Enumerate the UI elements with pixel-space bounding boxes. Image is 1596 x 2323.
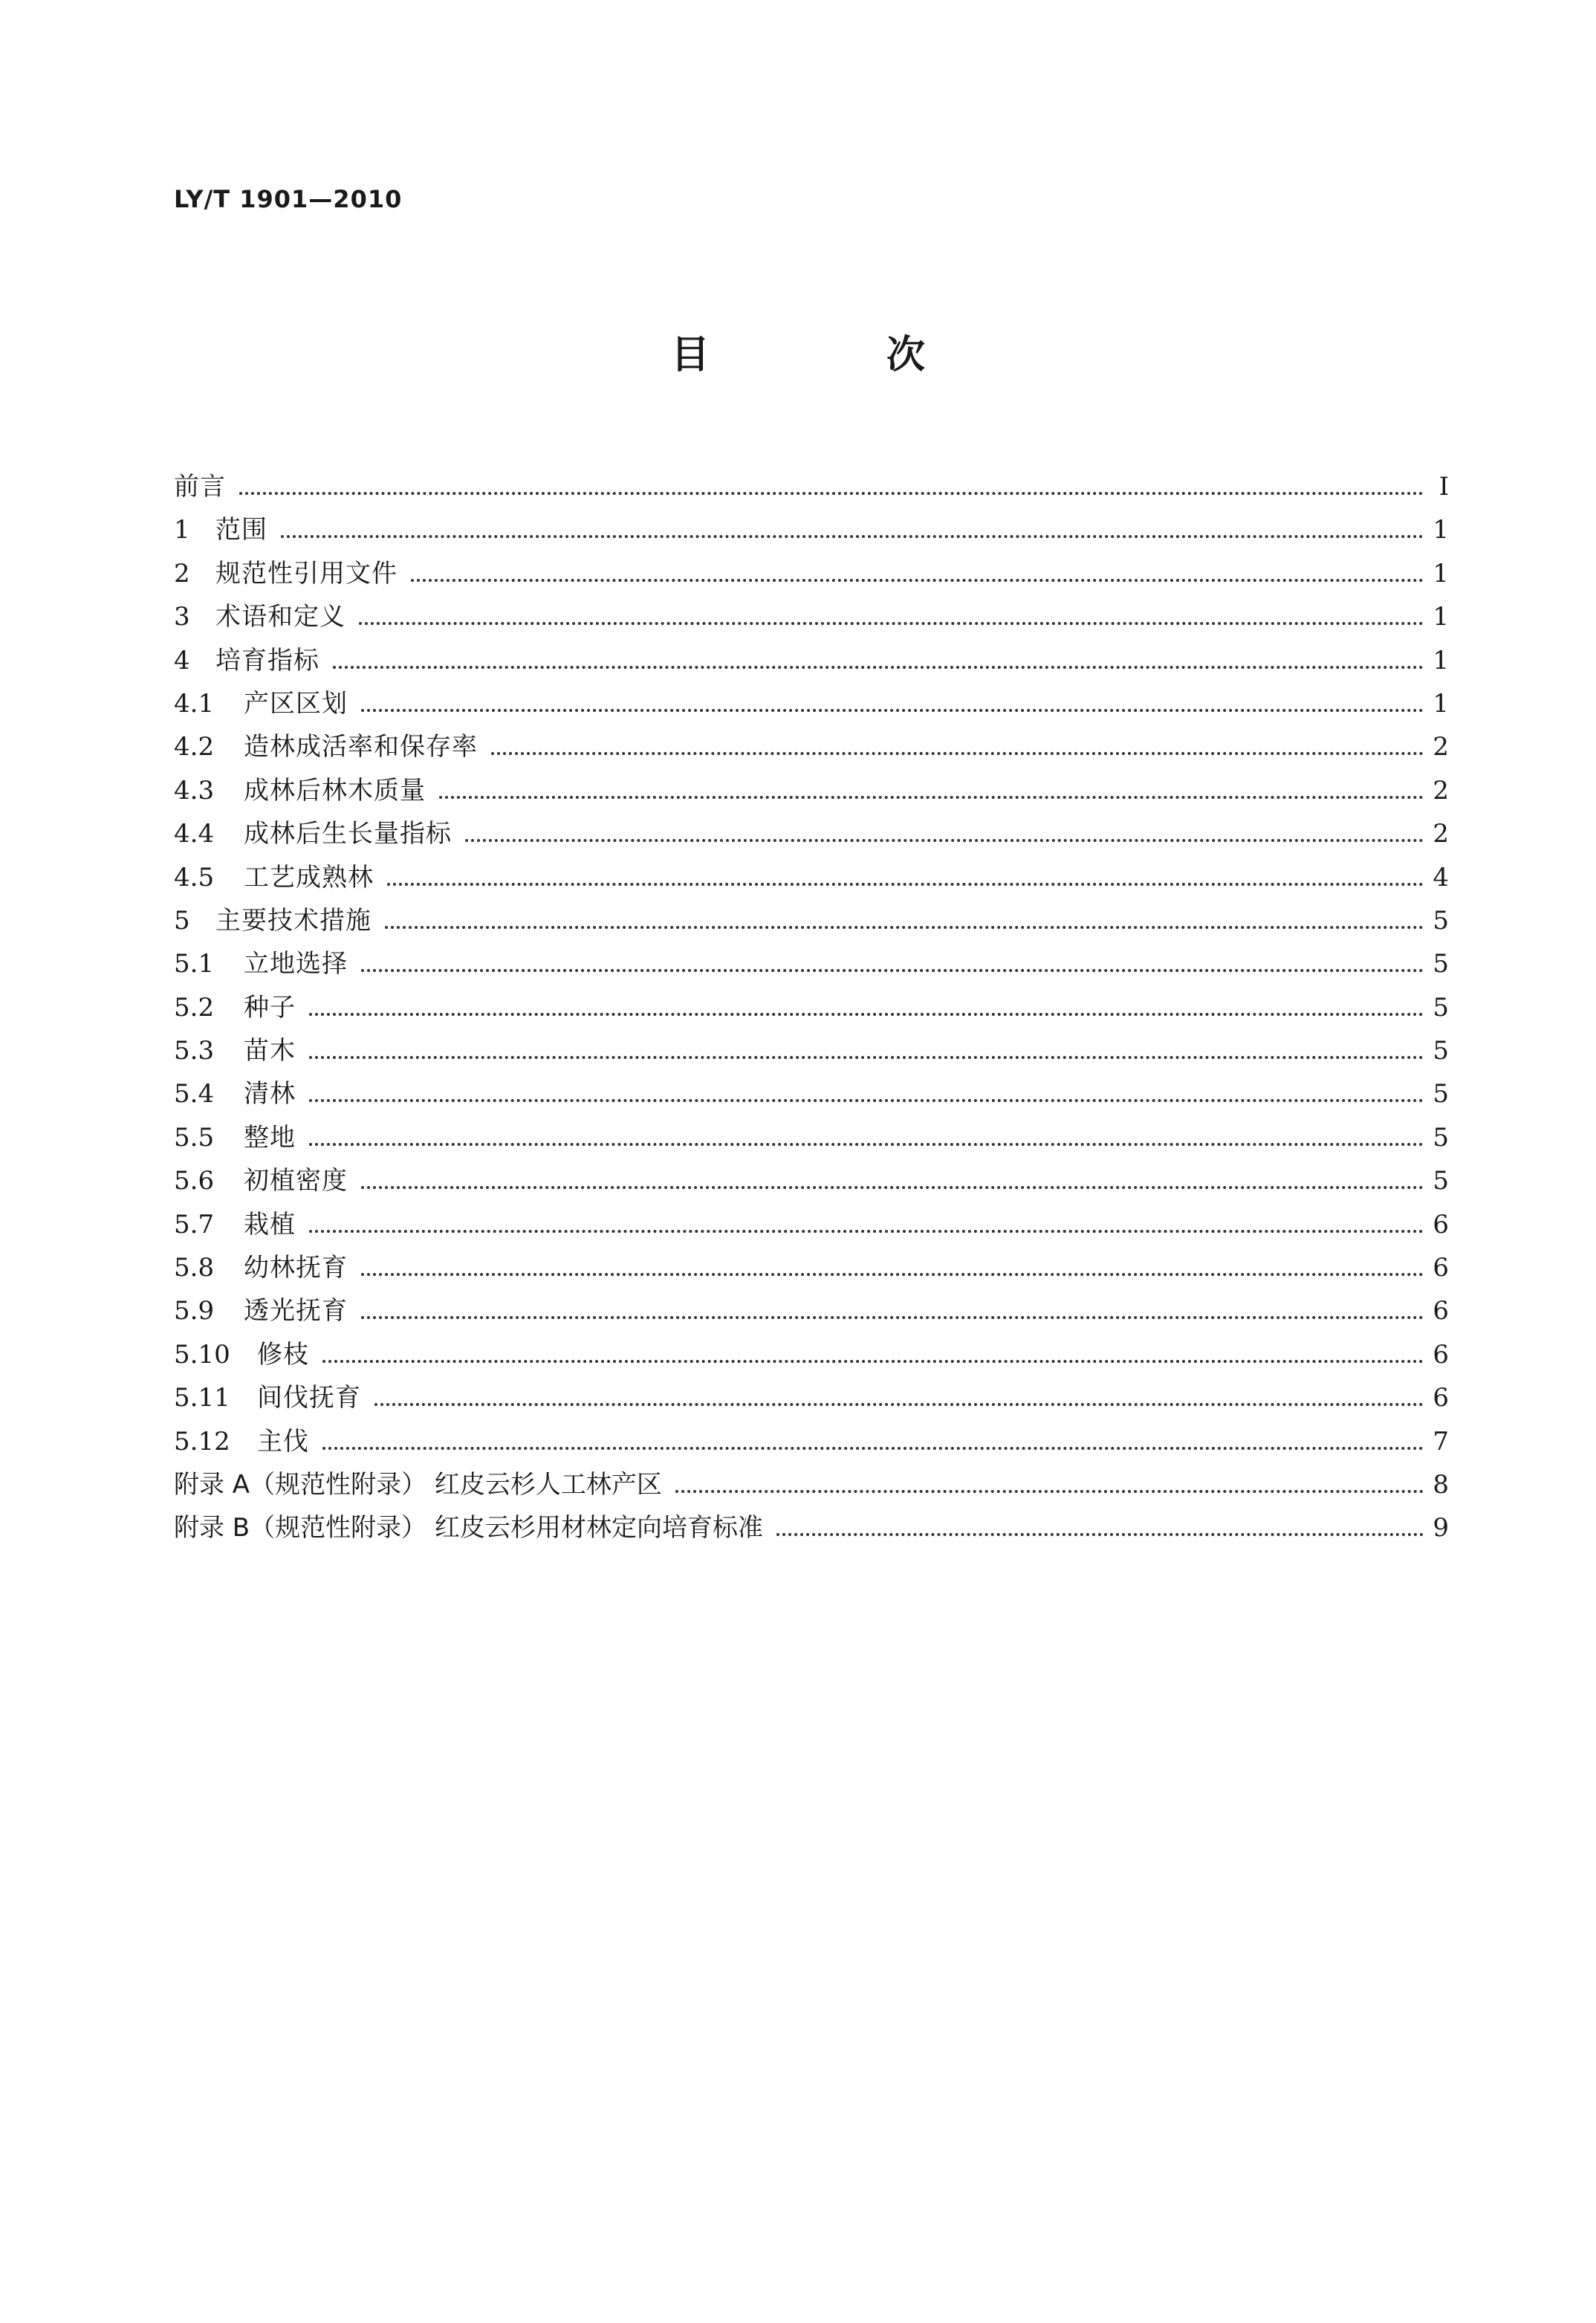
toc-entry-number: 5.4 — [174, 1079, 215, 1109]
toc-entry-text: 立地选择 — [244, 949, 348, 979]
toc-entry-page: 5 — [1433, 905, 1449, 936]
dot-leader — [239, 491, 1424, 495]
dot-leader — [465, 838, 1424, 842]
toc-entry-page: 8 — [1433, 1469, 1449, 1500]
toc-entry-number: 1 — [174, 515, 190, 545]
dot-leader — [385, 925, 1424, 929]
toc-entry-text: 规范性引用文件 — [215, 558, 398, 589]
toc-entry-number: 5 — [174, 905, 190, 936]
toc-entry-5-9[interactable] — [174, 1289, 1449, 1332]
toc-entry-page: 5 — [1433, 949, 1449, 979]
toc-entry-page: 6 — [1433, 1253, 1449, 1283]
toc-entry-number: 4.4 — [174, 819, 215, 849]
toc-entry-text: 清林 — [244, 1079, 296, 1109]
toc-entry-4[interactable] — [174, 639, 1449, 682]
toc-entry-text: 术语和定义 — [215, 602, 346, 632]
toc-entry-page: 2 — [1433, 819, 1449, 849]
toc-entry-text: 附录 A（规范性附录） 红皮云杉人工林产区 — [174, 1469, 662, 1500]
toc-entry-2[interactable] — [174, 552, 1449, 595]
toc-entry-5-3[interactable] — [174, 1029, 1449, 1072]
toc-entry-1[interactable] — [174, 508, 1449, 551]
dot-leader — [361, 708, 1424, 712]
toc-entry-5-7[interactable] — [174, 1203, 1449, 1246]
toc-entry-number: 5.5 — [174, 1122, 215, 1153]
dot-leader — [322, 1359, 1424, 1363]
toc-entry-text: 整地 — [244, 1122, 296, 1153]
toc-entry-number: 5.1 — [174, 949, 215, 979]
dot-leader — [387, 882, 1424, 886]
dot-leader — [491, 751, 1424, 755]
dot-leader — [776, 1532, 1424, 1536]
toc-entry-number: 5.12 — [174, 1426, 230, 1457]
toc-entry-5-2[interactable] — [174, 986, 1449, 1029]
toc-entry-number: 5.8 — [174, 1253, 215, 1283]
dot-leader — [309, 1142, 1424, 1146]
dot-leader — [309, 1229, 1424, 1233]
toc-entry-page: 6 — [1433, 1339, 1449, 1370]
toc-entry-text: 工艺成熟林 — [244, 862, 374, 892]
toc-entry-5[interactable] — [174, 899, 1449, 942]
toc-entry-number: 2 — [174, 558, 190, 589]
toc-entry-number: 4.1 — [174, 688, 215, 719]
dot-leader — [361, 968, 1424, 972]
toc-entry-4-3[interactable] — [174, 769, 1449, 812]
toc-entry-4-4[interactable] — [174, 812, 1449, 855]
dot-leader — [361, 1272, 1424, 1276]
toc-entry-text: 范围 — [215, 515, 267, 545]
toc-entry-number: 3 — [174, 602, 190, 632]
dot-leader — [281, 534, 1424, 538]
toc-entry-5-10[interactable] — [174, 1333, 1449, 1376]
document-code: LY/T 1901—2010 — [174, 185, 403, 213]
toc-entry-text: 成林后生长量指标 — [244, 819, 452, 849]
toc-entry-3[interactable] — [174, 595, 1449, 638]
toc-entry-number: 5.11 — [174, 1383, 230, 1413]
toc-entry-text: 附录 B（规范性附录） 红皮云杉用材林定向培育标准 — [174, 1513, 763, 1543]
dot-leader — [411, 578, 1424, 582]
dot-leader — [309, 1098, 1424, 1102]
toc-entry-page: 6 — [1433, 1296, 1449, 1326]
toc-entry-page: 2 — [1433, 732, 1449, 762]
toc-entry-number: 5.6 — [174, 1166, 215, 1196]
toc-entry-page: 7 — [1433, 1426, 1449, 1457]
toc-entry-page: 2 — [1433, 775, 1449, 806]
toc-entry-text: 产区区划 — [244, 688, 348, 719]
toc-entry-text: 透光抚育 — [244, 1296, 348, 1326]
toc-entry-5-5[interactable] — [174, 1116, 1449, 1159]
toc-entry-text: 主要技术措施 — [215, 905, 372, 936]
toc-entry-5-8[interactable] — [174, 1246, 1449, 1289]
toc-entry-page: 5 — [1433, 992, 1449, 1023]
toc-entry-page: 1 — [1433, 558, 1449, 589]
toc-entry-text: 主伐 — [257, 1426, 309, 1457]
dot-leader — [361, 1185, 1424, 1189]
toc-entry-number: 4.3 — [174, 775, 215, 806]
toc-entry-5-4[interactable] — [174, 1072, 1449, 1115]
toc-entry-5-6[interactable] — [174, 1159, 1449, 1202]
toc-entry-page: 9 — [1433, 1513, 1449, 1543]
dot-leader — [359, 621, 1424, 625]
toc-entry-text: 初植密度 — [244, 1166, 348, 1196]
toc-entry-text: 前言 — [174, 472, 226, 502]
toc-entry-page: I — [1438, 472, 1449, 502]
toc-entry-text: 造林成活率和保存率 — [244, 732, 478, 762]
toc-entry-text: 修枝 — [257, 1339, 309, 1370]
toc-entry-4-2[interactable] — [174, 725, 1449, 768]
toc-entry-page: 1 — [1433, 688, 1449, 719]
toc-entry-text: 种子 — [244, 992, 296, 1023]
toc-entry-number: 5.7 — [174, 1209, 215, 1240]
dot-leader — [439, 795, 1424, 799]
toc-entry-number: 5.2 — [174, 992, 215, 1023]
dot-leader — [322, 1446, 1424, 1450]
dot-leader — [309, 1012, 1424, 1016]
toc-entry-number: 4.2 — [174, 732, 215, 762]
toc-entry-5-12[interactable] — [174, 1420, 1449, 1463]
toc-entry-page: 1 — [1433, 602, 1449, 632]
toc-entry-number: 5.10 — [174, 1339, 230, 1370]
dot-leader — [374, 1402, 1424, 1406]
toc-entry-annex-b[interactable] — [174, 1506, 1449, 1549]
toc-entry-foreword[interactable] — [174, 465, 1449, 508]
toc-entry-page: 6 — [1433, 1209, 1449, 1240]
toc-entry-4-5[interactable] — [174, 856, 1449, 899]
table-of-contents — [174, 465, 1449, 1550]
toc-entry-number: 5.9 — [174, 1296, 215, 1326]
toc-entry-text: 栽植 — [244, 1209, 296, 1240]
toc-entry-page: 5 — [1433, 1036, 1449, 1066]
toc-entry-page: 4 — [1433, 862, 1449, 892]
dot-leader — [333, 665, 1424, 669]
toc-title: 目 次 — [670, 333, 1008, 378]
toc-entry-page: 5 — [1433, 1079, 1449, 1109]
toc-entry-number: 4.5 — [174, 862, 215, 892]
toc-entry-text: 苗木 — [244, 1036, 296, 1066]
toc-entry-5-1[interactable] — [174, 942, 1449, 985]
toc-entry-number: 5.3 — [174, 1036, 215, 1066]
toc-entry-page: 5 — [1433, 1166, 1449, 1196]
toc-entry-page: 1 — [1433, 645, 1449, 675]
toc-entry-page: 6 — [1433, 1383, 1449, 1413]
toc-entry-text: 成林后林木质量 — [244, 775, 426, 806]
toc-entry-number: 4 — [174, 645, 190, 675]
toc-entry-page: 5 — [1433, 1122, 1449, 1153]
toc-entry-text: 间伐抚育 — [257, 1383, 361, 1413]
toc-entry-text: 培育指标 — [215, 645, 319, 675]
toc-entry-text: 幼林抚育 — [244, 1253, 348, 1283]
toc-entry-4-1[interactable] — [174, 682, 1449, 725]
toc-entry-page: 1 — [1433, 515, 1449, 545]
toc-entry-annex-a[interactable] — [174, 1463, 1449, 1506]
dot-leader — [361, 1315, 1424, 1319]
dot-leader — [675, 1489, 1424, 1493]
toc-entry-5-11[interactable] — [174, 1376, 1449, 1419]
dot-leader — [309, 1055, 1424, 1059]
